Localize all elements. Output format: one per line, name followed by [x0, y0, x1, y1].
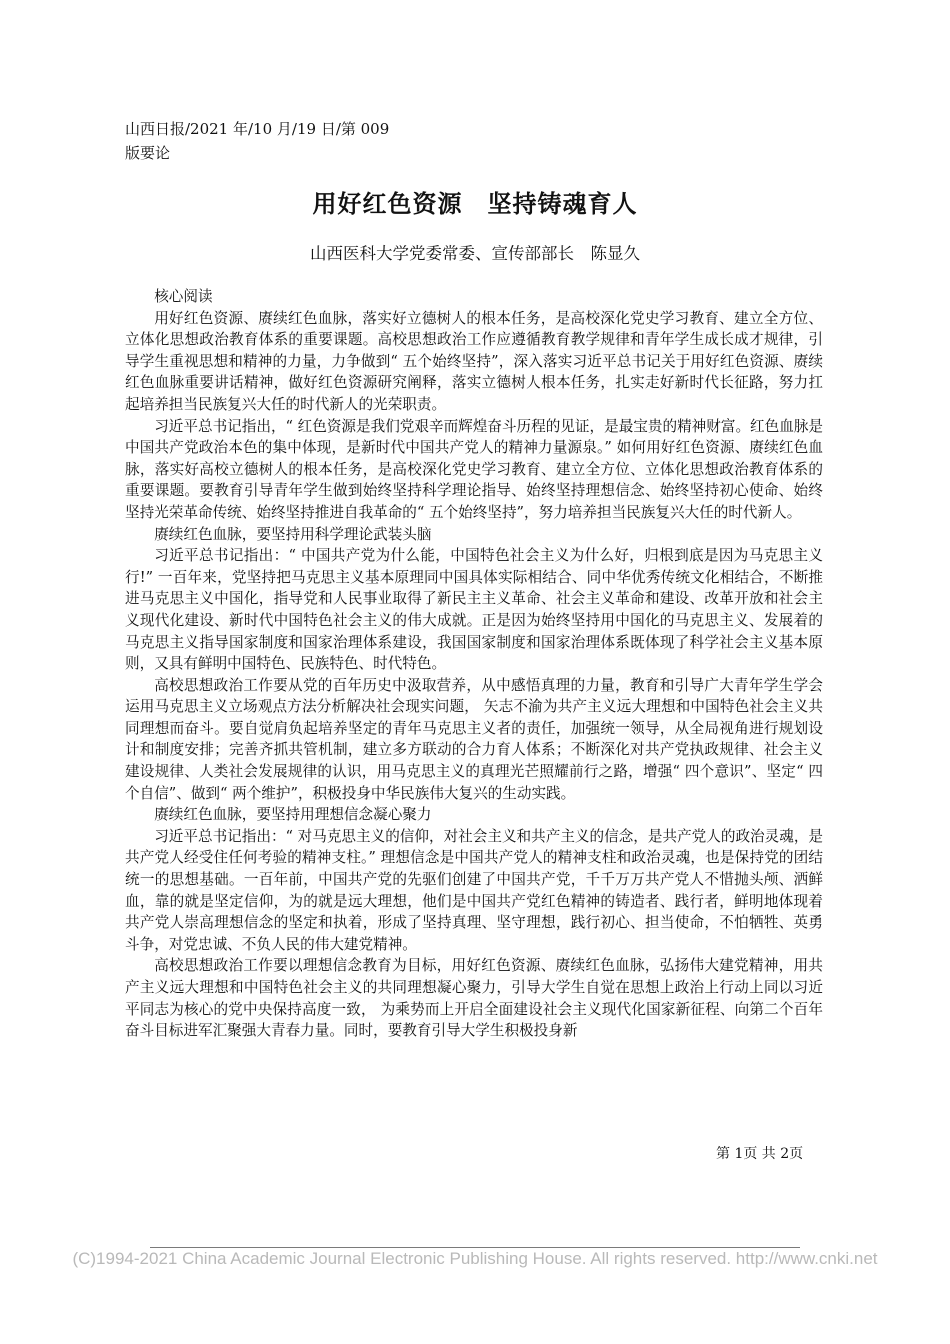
- paragraph: 高校思想政治工作要从党的百年历史中汲取营养，从中感悟真理的力量，教育和引导广大青年学生学会运用马克思主义立场观点方法分析解决社会现实问题， 矢志不渝为共产主义远大理想和中国特色社会主义共同理想而奋斗。要自觉肩负起培养坚定的青年马克思主义者的责任，加强统一领导，从全局视角进行规划设计和制度安排；完善齐抓共管机制，建立多方联动的合力育人体系；不断深化对共产党执政规律、社会主义建设规律、人类社会发展规律的认识，用马克思主义的真理光芒照耀前行之路，增强“ 四个意识”、坚定“ 四个自信”、做到“ 两个维护”，积极投身中华民族伟大复兴的生动实践。: [125, 676, 823, 802]
- summary-heading: 核心阅读: [154, 288, 213, 305]
- section-heading: 赓续红色血脉，要坚持用理想信念凝心聚力: [154, 806, 432, 824]
- source-line: 山西日报/2021 年/10 月/19 日/第 009: [125, 120, 390, 138]
- paragraph: 用好红色资源、赓续红色血脉，落实好立德树人的根本任务，是高校深化党史学习教育、建立全方位、立体化思想政治教育体系的重要课题。高校思想政治工作应遵循教育教学规律和青年学生成长成才规律，引导学生重视思想和精神的力量，力争做到“ 五个始终坚持”，深入落实习近平总书记关于用好红色资源、赓续红色血脉重要讲话精神，做好红色资源研究阐释，落实立德树人根本任务，扎实走好新时代长征路，努力扛起培养担当民族复兴大任的时代新人的光荣职责。: [125, 309, 823, 413]
- paragraph: 高校思想政治工作要以理想信念教育为目标，用好红色资源、赓续红色血脉，弘扬伟大建党精神，用共产主义远大理想和中国特色社会主义的共同理想凝心聚力，引导大学生自觉在思想上政治上行动上同以习近平同志为核心的党中央保持高度一致， 为乘势而上开启全面建设社会主义现代化国家新征程、向第二个百年奋斗目标进军汇聚强大青春力量。同时，要教育引导大学生积极投身新: [125, 957, 823, 1040]
- article-body: [125, 286, 823, 1042]
- copyright-footer: (C)1994-2021 China Academic Journal Electronic Publishing House. All rights reserved. http://www.cnki.net: [72, 1249, 878, 1268]
- paragraph: 习近平总书记指出，“ 红色资源是我们党艰辛而辉煌奋斗历程的见证，是最宝贵的精神财富。红色血脉是中国共产党政治本色的集中体现，是新时代中国共产党人的精神力量源泉。” 如何用好红色资源、赓续红色血脉，落实好高校立德树人的根本任务，是高校深化党史学习教育、建立全方位、立体化思想政治教育体系的重要课题。要教育引导青年学生做到始终坚持科学理论指导、始终坚持理想信念、始终坚持初心使命、始终坚持光荣革命传统、始终坚持推进自我革命的“ 五个始终坚持”，努力培养担当民族复兴大任的时代新人。: [125, 417, 824, 521]
- paragraph: 习近平总书记指出：“ 中国共产党为什么能，中国特色社会主义为什么好，归根到底是因为马克思主义行!” 一百年来，党坚持把马克思主义基本原理同中国具体实际相结合、同中华优秀传统文化相结合，不断推进马克思主义中国化，指导党和人民事业取得了新民主主义革命、社会主义革命和建设、改革开放和社会主义现代化建设、新时代中国特色社会主义的伟大成就。正是因为始终坚持用中国化的马克思主义、发展着的马克思主义指导国家制度和国家治理体系建设，我国国家制度和国家治理体系既体现了科学社会主义基本原则，又具有鲜明中国特色、民族特色、时代特色。: [125, 547, 823, 673]
- article-title: 用好红色资源 坚持铸魂育人: [312, 190, 638, 218]
- article-author: 山西医科大学党委常委、宣传部部长 陈显久: [310, 244, 640, 263]
- source-info: [125, 117, 389, 165]
- footer-divider: [150, 1247, 800, 1248]
- paragraph: 习近平总书记指出：“ 对马克思主义的信仰，对社会主义和共产主义的信念，是共产党人的政治灵魂，是共产党人经受住任何考验的精神支柱。” 理想信念是中国共产党人的精神支柱和政治灵魂，也是保持党的团结统一的思想基础。一百年前，中国共产党的先驱们创建了中国共产党，千千万万共产党人不惜抛头颅、洒鲜血，靠的就是坚定信仰，为的就是远大理想，他们是中国共产党红色精神的铸造者、践行者，鲜明地体现着共产党人崇高理想信念的坚定和执着，形成了坚持真理、坚守理想，践行初心、担当使命，不怕牺牲、英勇斗争，对党忠诚、不负人民的伟大建党精神。: [125, 827, 824, 953]
- page-number: 第 1页 共 2页: [716, 1146, 804, 1162]
- section-heading: 赓续红色血脉，要坚持用科学理论武装头脑: [154, 525, 432, 543]
- section-line: 版要论: [125, 144, 171, 162]
